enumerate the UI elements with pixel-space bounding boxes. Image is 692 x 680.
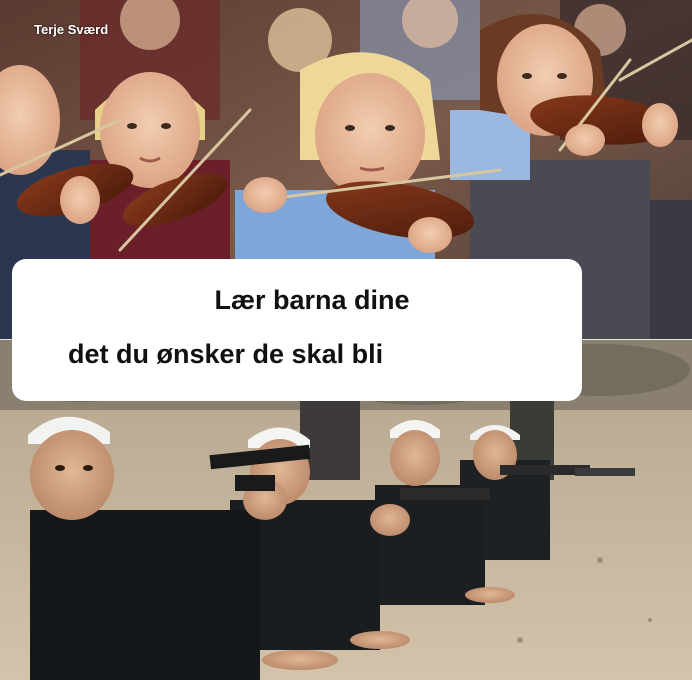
caption-box: [12, 259, 582, 401]
credit-watermark: Terje Sværd: [34, 22, 109, 37]
caption-line-2: det du ønsker de skal bli: [68, 339, 384, 369]
caption-line-1: Lær barna dine: [214, 285, 410, 315]
